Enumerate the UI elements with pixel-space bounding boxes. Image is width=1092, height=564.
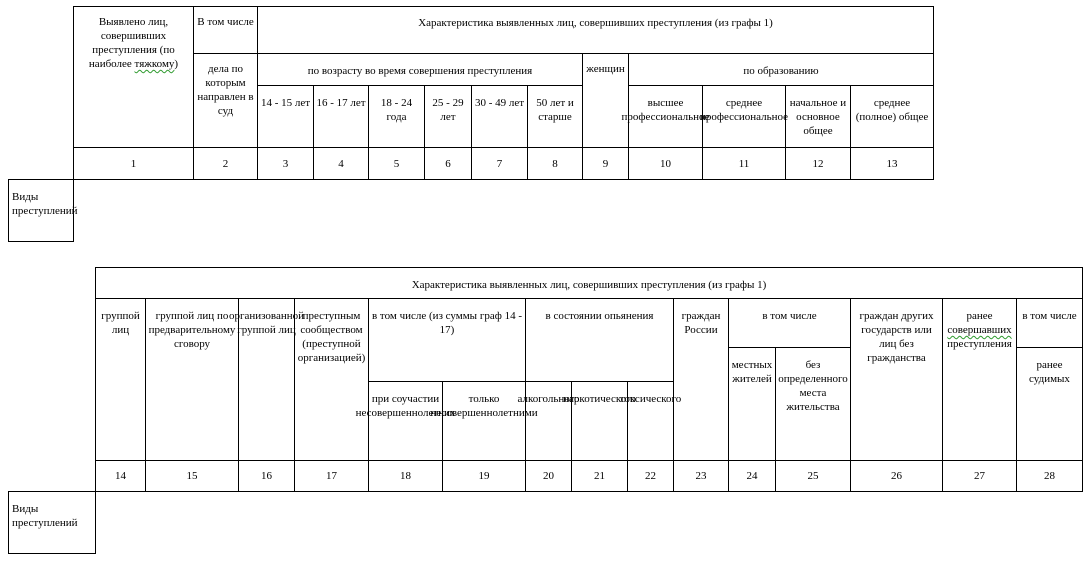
col-previously-convicted: ранее судимых	[1016, 347, 1083, 461]
col-number: 26	[850, 460, 943, 492]
col-edu-secondary-full: среднее (полное) общее	[850, 85, 934, 148]
col-number: 18	[368, 460, 443, 492]
col-number: 7	[471, 147, 528, 180]
col-with-minors: при соучастии несовершеннолетних	[368, 381, 443, 461]
col-alcohol: алкогольного	[525, 381, 572, 461]
col-age-16-17: 16 - 17 лет	[313, 85, 369, 148]
col-number: 3	[257, 147, 314, 180]
col-number: 12	[785, 147, 851, 180]
spellcheck-mark: совершавших	[947, 324, 1012, 336]
spellcheck-mark: тяжкому	[134, 58, 175, 70]
col-cases-to-court: дела по которым направлен в суд	[193, 53, 258, 148]
col-number: 10	[628, 147, 703, 180]
col-number: 14	[95, 460, 146, 492]
col-number: 2	[193, 147, 258, 180]
group-age: по возрасту во время совершения преступления	[257, 53, 583, 86]
col-number: 11	[702, 147, 786, 180]
col-number: 25	[775, 460, 851, 492]
group-sum-14-17: в том числе (из суммы граф 14 - 17)	[368, 298, 526, 382]
col-local-residents: местных жителей	[728, 347, 776, 461]
col-women: женщин	[582, 53, 629, 148]
col-number: 24	[728, 460, 776, 492]
col-age-25-29: 25 - 29 лет	[424, 85, 472, 148]
col-including: В том числе	[193, 6, 258, 54]
col-prior-agreement: группой лиц по предварительному сговору	[145, 298, 239, 461]
col-only-minors: только несовершеннолетними	[442, 381, 526, 461]
col-organized-group: организованной группой лиц	[238, 298, 295, 461]
group-education: по образованию	[628, 53, 934, 86]
col-number: 5	[368, 147, 425, 180]
col-number: 6	[424, 147, 472, 180]
col-number: 13	[850, 147, 934, 180]
col-number: 20	[525, 460, 572, 492]
col-edu-basic: начальное и основное общее	[785, 85, 851, 148]
col-including: в том числе	[1016, 298, 1083, 348]
row-label-crime-types: Виды преступлений	[8, 179, 74, 242]
col-russian-citizens: граждан России	[673, 298, 729, 461]
col-previously-committed: ранее совершавших преступления	[942, 298, 1017, 461]
col-age-30-49: 30 - 49 лет	[471, 85, 528, 148]
col-number: 4	[313, 147, 369, 180]
col-age-18-24: 18 - 24 года	[368, 85, 425, 148]
col-toxic: токсического	[627, 381, 674, 461]
col-number: 17	[294, 460, 369, 492]
col-number: 15	[145, 460, 239, 492]
col-number: 16	[238, 460, 295, 492]
col-number: 21	[571, 460, 628, 492]
col-number: 27	[942, 460, 1017, 492]
col-number: 22	[627, 460, 674, 492]
col-number: 19	[442, 460, 526, 492]
group-including: в том числе	[728, 298, 851, 348]
col-number: 1	[73, 147, 194, 180]
col-number: 8	[527, 147, 583, 180]
col-narcotic: наркотического	[571, 381, 628, 461]
col-group: группой лиц	[95, 298, 146, 461]
col-number: 9	[582, 147, 629, 180]
row-label-crime-types: Виды преступлений	[8, 491, 96, 554]
col-edu-higher: высшее профессиональное	[628, 85, 703, 148]
col-foreign-citizens: граждан других государств или лиц без гражданства	[850, 298, 943, 461]
group-intoxication: в состоянии опьянения	[525, 298, 674, 382]
col-no-fixed-residence: без определенного места жительства	[775, 347, 851, 461]
col-identified-persons: Выявлено лиц, совершивших преступления (по наиболее тяжкому)	[73, 6, 194, 148]
col-edu-secondary-professional: среднее профессиональное	[702, 85, 786, 148]
header-characteristic: Характеристика выявленных лиц, совершивших преступления (из графы 1)	[257, 6, 934, 54]
col-age-14-15: 14 - 15 лет	[257, 85, 314, 148]
header-characteristic: Характеристика выявленных лиц, совершивших преступления (из графы 1)	[95, 267, 1083, 299]
col-age-50-plus: 50 лет и старше	[527, 85, 583, 148]
col-number: 23	[673, 460, 729, 492]
col-criminal-community: преступным сообществом (преступной организацией)	[294, 298, 369, 461]
col-number: 28	[1016, 460, 1083, 492]
